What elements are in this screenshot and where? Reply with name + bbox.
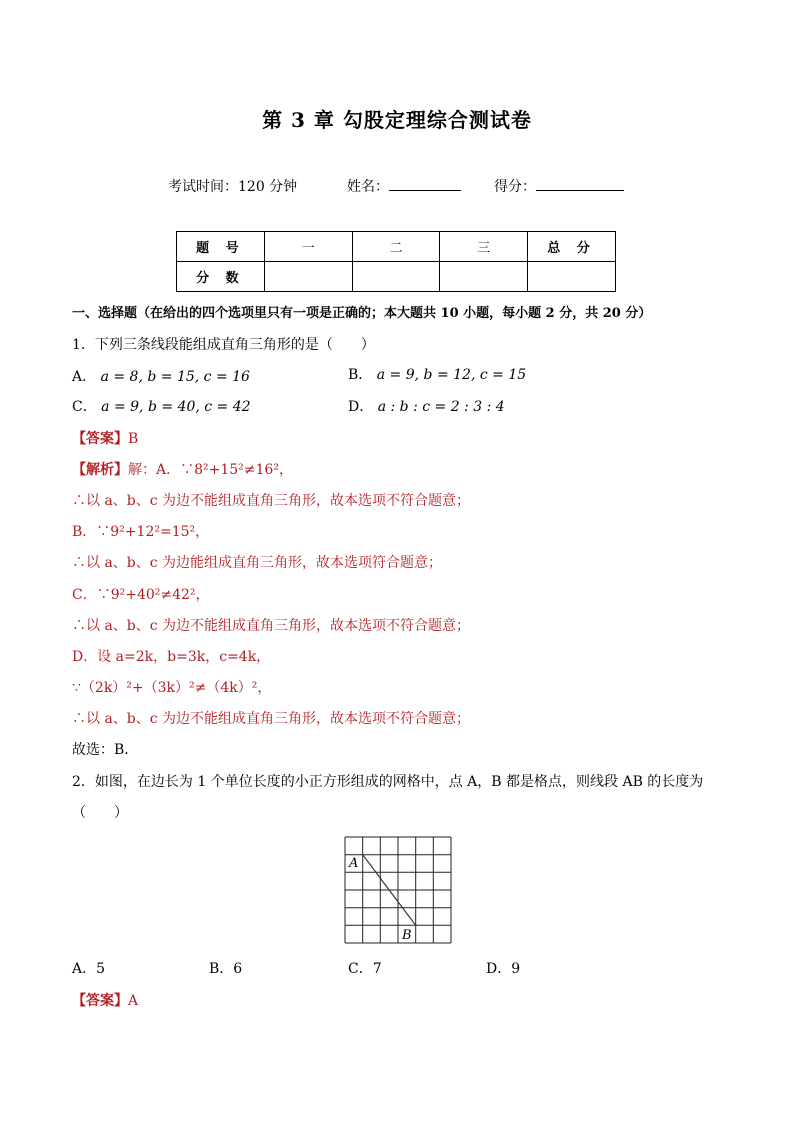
name-blank[interactable] bbox=[389, 176, 461, 191]
exam-time: 考试时间：120 分钟 bbox=[168, 179, 298, 195]
grid-figure bbox=[344, 836, 454, 944]
analysis-text: 解：A．∵8²+15²≠16²， bbox=[128, 462, 293, 478]
question-2-stem-cont: （ ） bbox=[72, 805, 128, 821]
q1-option-c bbox=[72, 396, 251, 416]
option-label: D． bbox=[348, 399, 374, 415]
score-table-header: 总 分 bbox=[528, 232, 616, 262]
score-table-header: 题 号 bbox=[177, 232, 265, 262]
score-cell[interactable] bbox=[264, 262, 352, 292]
score-table bbox=[176, 231, 616, 292]
score-cell[interactable] bbox=[352, 262, 440, 292]
option-text: a = 8, b = 15, c = 16 bbox=[100, 369, 250, 385]
q1-option-b bbox=[348, 364, 526, 384]
q2-answer bbox=[72, 990, 138, 1010]
score-table-header: 三 bbox=[440, 232, 528, 262]
score-row-label: 分 数 bbox=[177, 262, 265, 292]
q2-option-c: C．7 bbox=[348, 961, 382, 977]
q2-option-d: D．9 bbox=[486, 961, 521, 977]
option-label: C． bbox=[72, 399, 97, 415]
q1-analysis-line: B．∵9²+12²=15²， bbox=[72, 524, 210, 540]
q2-option-a: A．5 bbox=[72, 961, 106, 977]
q1-analysis-line: D．设 a=2k，b=3k，c=4k， bbox=[72, 649, 271, 665]
score-label: 得分： bbox=[494, 179, 536, 195]
name-label: 姓名： bbox=[347, 179, 389, 195]
q1-analysis-line: ∴以 a、b、c 为边不能组成直角三角形，故本选项不符合题意； bbox=[72, 711, 471, 727]
answer-tag: 【答案】 bbox=[72, 431, 128, 447]
q1-option-d bbox=[348, 396, 505, 416]
option-text: a = 9, b = 12, c = 15 bbox=[376, 367, 527, 383]
question-1-stem: 1．下列三条线段能组成直角三角形的是（ ） bbox=[72, 337, 375, 353]
page-title: 第 3 章 勾股定理综合测试卷 bbox=[262, 108, 532, 132]
score-table-header-row bbox=[177, 232, 616, 262]
question-2-stem: 2．如图，在边长为 1 个单位长度的小正方形组成的网格中，点 A，B 都是格点，则线段 AB 的长度为 bbox=[72, 774, 704, 790]
score-table-header: 一 bbox=[264, 232, 352, 262]
point-a-label: A bbox=[349, 856, 359, 871]
score-table-header: 二 bbox=[352, 232, 440, 262]
answer-tag: 【答案】 bbox=[72, 993, 128, 1009]
section-heading: 一、选择题（在给出的四个选项里只有一项是正确的；本大题共 10 小题，每小题 2 分，共 20 分） bbox=[72, 306, 652, 321]
q1-answer bbox=[72, 428, 138, 448]
option-text: a : b : c = 2 : 3 : 4 bbox=[377, 399, 505, 415]
score-table-row bbox=[177, 262, 616, 292]
option-label: B． bbox=[348, 367, 373, 383]
q1-analysis-line: C．∵9²+40²≠42²， bbox=[72, 587, 210, 603]
score-field bbox=[494, 176, 624, 196]
score-cell[interactable] bbox=[440, 262, 528, 292]
q1-conclusion: 故选：B． bbox=[72, 742, 139, 758]
q1-analysis-line: ∵（2k）²+（3k）²≠（4k）²， bbox=[72, 680, 272, 696]
score-blank[interactable] bbox=[536, 176, 624, 191]
analysis-tag: 【解析】 bbox=[72, 462, 128, 478]
option-label: A． bbox=[72, 369, 97, 385]
point-b-label: B bbox=[402, 928, 412, 943]
score-cell[interactable] bbox=[528, 262, 616, 292]
q2-option-b: B．6 bbox=[209, 961, 243, 977]
q1-analysis-line: ∴以 a、b、c 为边不能组成直角三角形，故本选项不符合题意； bbox=[72, 618, 471, 634]
q1-analysis-line bbox=[72, 459, 293, 479]
answer-value: A bbox=[128, 993, 139, 1009]
q1-option-a bbox=[72, 366, 250, 386]
q1-analysis-line: ∴以 a、b、c 为边能组成直角三角形，故本选项符合题意； bbox=[72, 555, 443, 571]
answer-value: B bbox=[128, 431, 139, 447]
name-field bbox=[347, 176, 461, 196]
q1-analysis-line: ∴以 a、b、c 为边不能组成直角三角形，故本选项不符合题意； bbox=[72, 493, 471, 509]
grid-lines bbox=[345, 837, 451, 943]
option-text: a = 9, b = 40, c = 42 bbox=[101, 399, 251, 415]
